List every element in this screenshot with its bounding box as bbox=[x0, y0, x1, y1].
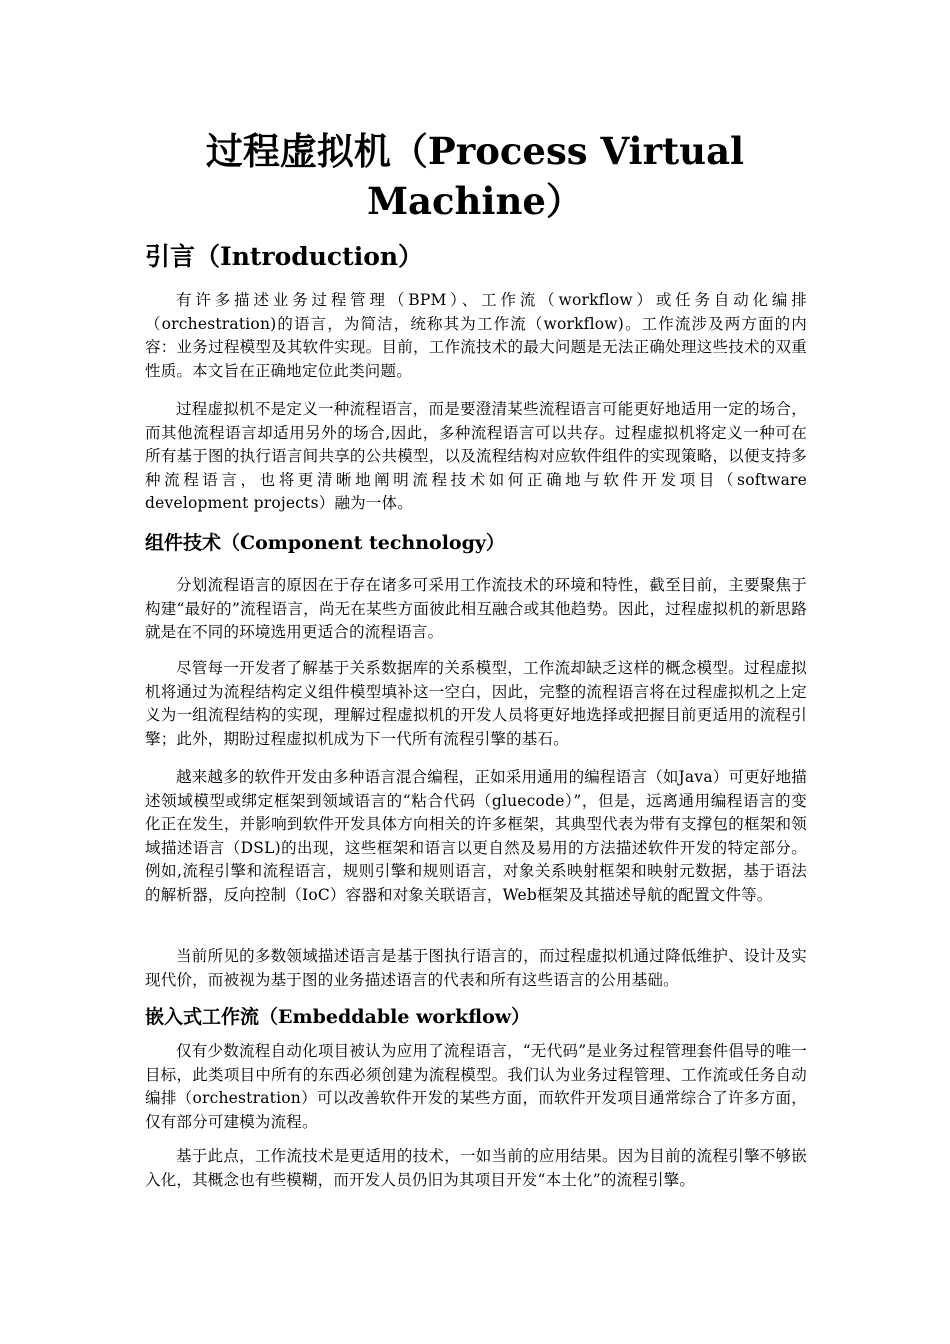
paragraph: 当前所见的多数领域描述语言是基于图执行语言的，而过程虚拟机通过降低维护、设计及实现代价，而被视为基于图的业务描述语言的代表和所有这些语言的公用基础。 bbox=[145, 947, 807, 989]
section-heading-introduction: 引言（Introduction） bbox=[145, 242, 424, 271]
paragraph: 基于此点，工作流技术是更适用的技术，一如当前的应用结果。因为目前的流程引擎不够嵌入化，其概念也有些模糊，而开发人员仍旧为其项目开发“本土化”的流程引擎。 bbox=[145, 1147, 807, 1189]
paragraph: 尽管每一开发者了解基于关系数据库的关系模型，工作流却缺乏这样的概念模型。过程虚拟机将通过为流程结构定义组件模型填补这一空白，因此，完整的流程语言将在过程虚拟机之上定义为一组流程结构的实现，理解过程虚拟机的开发人员将更好地选择或把握目前更适用的流程引擎；此外，期盼过程虚拟机成为下一代所有流程引擎的基石。 bbox=[145, 659, 807, 748]
paragraph: 越来越多的软件开发由多种语言混合编程，正如采用通用的编程语言（如Java）可更好地描述领域模型或绑定框架到领域语言的“粘合代码（gluecode）”，但是，远离通用编程语言的变化正在发生，并影响到软件开发具体方向相关的许多框架，其典型代表为带有支撑包的框架和领域描述语言（DSL)的出现，这些框架和语言以更自然及易用的方法描述软件开发的特定部分。例如,流程引擎和流程语言，规则引擎和规则语言，对象关系映射框架和映射元数据，基于语法的解析器，反向控制（IoC）容器和对象关联语言，Web框架及其描述导航的配置文件等。 bbox=[145, 768, 807, 904]
section-heading-embeddable-workflow: 嵌入式工作流（Embeddable workflow） bbox=[145, 1006, 531, 1028]
section-heading-component-technology: 组件技术（Component technology） bbox=[145, 532, 505, 554]
paragraph: 过程虚拟机不是定义一种流程语言，而是要澄清某些流程语言可能更好地适用一定的场合，而其他流程语言却适用另外的场合,因此，多种流程语言可以共存。过程虚拟机将定义一种可在所有基于图的执行语言间共享的公共模型，以及流程结构对应软件组件的实现策略，以便支持多种流程语言，也将更清晰地阐明流程技术如何正确地与软件开发项目（software development projects）融为一体。 bbox=[145, 400, 807, 512]
document-title: 过程虚拟机（Process Virtual Machine） bbox=[205, 129, 745, 223]
paragraph: 有许多描述业务过程管理（BPM）、工作流（workflow）或任务自动化编排（orchestration)的语言，为简洁，统称其为工作流（workflow)。工作流涉及两方面的内容：业务过程模型及其软件实现。目前，工作流技术的最大问题是无法正确处理这些技术的双重性质。本文旨在正确地定位此类问题。 bbox=[145, 291, 807, 380]
paragraph: 仅有少数流程自动化项目被认为应用了流程语言，“无代码”是业务过程管理套件倡导的唯一目标，此类项目中所有的东西必须创建为流程模型。我们认为业务过程管理、工作流或任务自动编排（orchestration）可以改善软件开发的某些方面，而软件开发项目通常综合了许多方面，仅有部分可建模为流程。 bbox=[145, 1042, 807, 1131]
paragraph: 分划流程语言的原因在于存在诸多可采用工作流技术的环境和特性，截至目前，主要聚焦于构建“最好的”流程语言，尚无在某些方面彼此相互融合或其他趋势。因此，过程虚拟机的新思路就是在不同的环境选用更适合的流程语言。 bbox=[145, 576, 807, 641]
